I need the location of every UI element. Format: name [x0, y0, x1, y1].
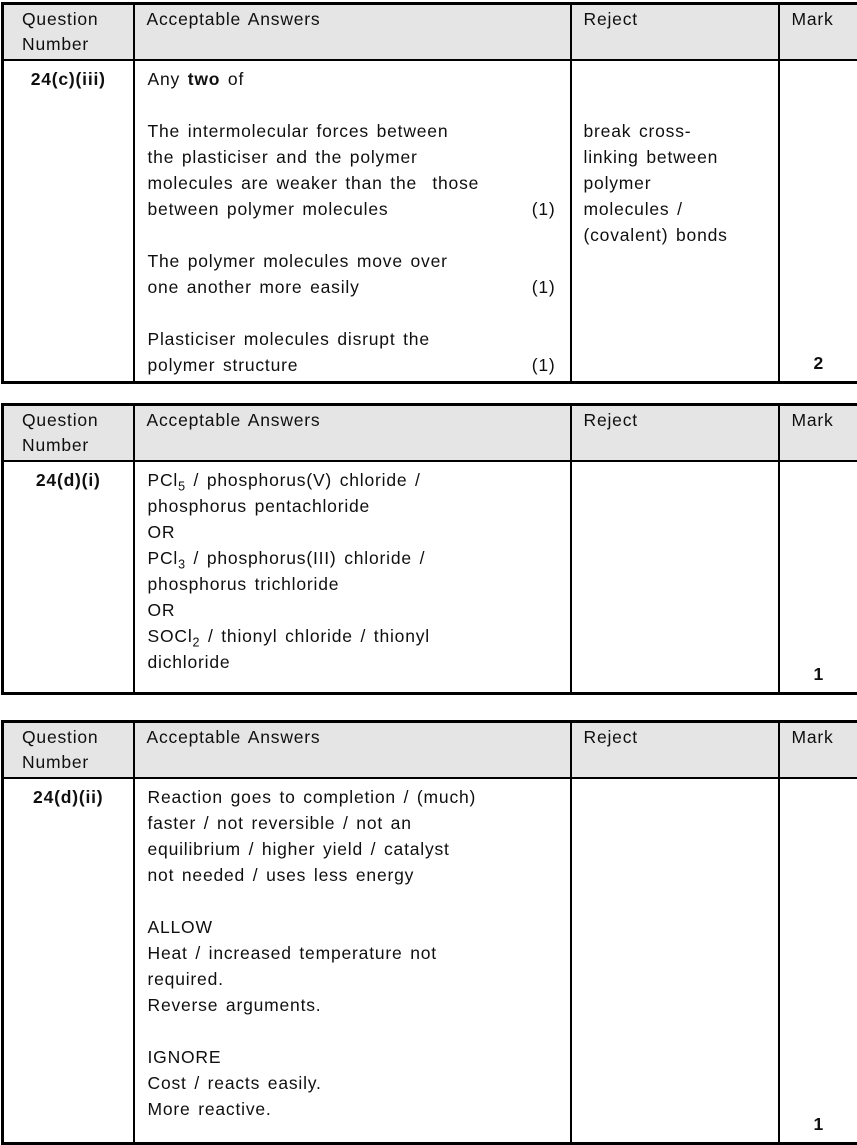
column-header-mark: Mark — [779, 405, 857, 462]
column-header-mark: Mark — [779, 4, 857, 61]
text-segment: More reactive. — [148, 1099, 272, 1119]
text-segment: Reverse arguments. — [148, 995, 322, 1015]
table-row — [3, 778, 857, 1144]
text-segment-group — [148, 493, 371, 519]
reject-cell — [571, 60, 779, 383]
text-segment: PCl — [148, 470, 179, 490]
text-segment: two — [188, 69, 221, 89]
text-segment: Reaction goes to completion / (much) — [148, 787, 477, 807]
text-segment: / phosphorus(V) chloride / — [186, 470, 421, 490]
text-segment: one another more easily — [148, 277, 360, 297]
text-segment-group — [148, 274, 360, 300]
text-line — [148, 571, 556, 597]
acceptable-answers-cell — [134, 461, 571, 693]
table-row — [3, 461, 857, 693]
text-segment-group — [148, 170, 480, 196]
text-segment: dichloride — [148, 652, 231, 672]
text-line — [148, 222, 556, 248]
table-header-row — [3, 4, 857, 61]
text-segment-group — [148, 222, 156, 248]
text-line — [148, 493, 556, 519]
text-segment-group — [148, 571, 340, 597]
text-line — [148, 623, 556, 649]
acceptable-answers-cell — [134, 60, 571, 383]
text-line — [148, 144, 556, 170]
text-segment: between polymer molecules — [148, 199, 389, 219]
column-header-acceptable-answers: Acceptable Answers — [134, 721, 571, 778]
text-segment-group — [148, 623, 430, 649]
text-segment-group — [584, 170, 652, 196]
text-segment: required. — [148, 969, 224, 989]
text-line — [148, 940, 556, 966]
text-line — [148, 784, 556, 810]
text-line — [584, 66, 770, 92]
header-row — [3, 721, 857, 778]
table-header-row — [3, 721, 857, 778]
text-line — [584, 170, 770, 196]
text-line — [148, 810, 556, 836]
column-header-acceptable-answers: Acceptable Answers — [134, 405, 571, 462]
header-row — [3, 405, 857, 462]
text-segment-group — [148, 66, 245, 92]
point-value-label: (1) — [532, 196, 556, 222]
column-header-reject: Reject — [571, 4, 779, 61]
mark-scheme-table-24ciii — [1, 2, 857, 384]
text-segment-group — [148, 1018, 156, 1044]
text-segment-group — [148, 196, 389, 222]
text-segment: faster / not reversible / not an — [148, 813, 412, 833]
column-header-mark: Mark — [779, 721, 857, 778]
text-line — [148, 888, 556, 914]
text-segment: linking between — [584, 147, 719, 167]
text-line — [148, 1044, 556, 1070]
text-line — [584, 222, 770, 248]
text-line — [584, 92, 770, 118]
text-segment: / phosphorus(III) chloride / — [186, 548, 425, 568]
text-segment: The polymer molecules move over — [148, 251, 448, 271]
text-segment-group — [148, 545, 426, 571]
text-line — [148, 274, 556, 300]
text-segment: The intermolecular forces between — [148, 121, 449, 141]
text-segment-group — [148, 326, 430, 352]
point-value-label: (1) — [532, 352, 556, 378]
mark-scheme-table-24di — [1, 403, 857, 695]
text-segment-group — [148, 352, 299, 378]
table-body — [3, 60, 857, 383]
point-value-label: (1) — [532, 274, 556, 300]
text-segment: break cross- — [584, 121, 692, 141]
question-number-cell: 24(c)(iii) — [3, 60, 134, 383]
table-row — [3, 60, 857, 383]
text-segment-group — [148, 966, 224, 992]
text-line — [148, 519, 556, 545]
column-header-reject: Reject — [571, 721, 779, 778]
question-number-cell: 24(d)(ii) — [3, 778, 134, 1144]
text-segment-group — [584, 144, 719, 170]
text-line — [148, 914, 556, 940]
column-header-question-number: Question Number — [3, 405, 134, 462]
table-body — [3, 778, 857, 1144]
text-segment: SOCl — [148, 626, 193, 646]
text-line — [148, 1018, 556, 1044]
text-segment-group — [148, 467, 421, 493]
text-line — [148, 300, 556, 326]
column-header-reject: Reject — [571, 405, 779, 462]
text-segment-group — [148, 992, 322, 1018]
text-line — [148, 862, 556, 888]
text-segment-group — [148, 914, 213, 940]
text-line — [148, 92, 556, 118]
text-line — [148, 597, 556, 623]
reject-cell — [571, 461, 779, 693]
text-line — [148, 649, 556, 675]
text-line — [148, 966, 556, 992]
subscript: 2 — [193, 636, 201, 650]
column-header-question-number: Question Number — [3, 721, 134, 778]
text-segment-group — [148, 649, 231, 675]
text-segment-group — [148, 597, 176, 623]
text-segment: OR — [148, 522, 176, 542]
text-segment-group — [584, 196, 683, 222]
text-line — [584, 196, 770, 222]
text-line — [148, 170, 556, 196]
text-line — [584, 144, 770, 170]
text-segment: PCl — [148, 548, 179, 568]
text-segment-group — [148, 784, 477, 810]
text-segment: molecules are weaker than the those — [148, 173, 480, 193]
text-segment: Plasticiser molecules disrupt the — [148, 329, 430, 349]
text-line — [148, 1096, 556, 1122]
text-segment-group — [148, 1044, 222, 1070]
text-segment-group — [148, 300, 156, 326]
text-line — [148, 836, 556, 862]
text-segment: IGNORE — [148, 1047, 222, 1067]
reject-cell — [571, 778, 779, 1144]
text-segment-group — [148, 888, 156, 914]
text-line — [148, 992, 556, 1018]
text-segment: not needed / uses less energy — [148, 865, 415, 885]
column-header-question-number: Question Number — [3, 4, 134, 61]
text-segment-group — [148, 144, 418, 170]
text-segment-group — [148, 940, 437, 966]
text-segment: (covalent) bonds — [584, 225, 728, 245]
text-segment-group — [148, 118, 449, 144]
text-segment: of — [220, 69, 244, 89]
text-line — [584, 118, 770, 144]
table-body — [3, 461, 857, 693]
text-line — [148, 118, 556, 144]
text-segment-group — [148, 810, 412, 836]
text-segment-group — [148, 519, 176, 545]
text-segment: molecules / — [584, 199, 683, 219]
text-segment: ALLOW — [148, 917, 213, 937]
text-segment-group — [584, 92, 592, 118]
text-segment: equilibrium / higher yield / catalyst — [148, 839, 450, 859]
column-header-acceptable-answers: Acceptable Answers — [134, 4, 571, 61]
text-segment: polymer structure — [148, 355, 299, 375]
subscript: 3 — [178, 558, 186, 572]
acceptable-answers-cell — [134, 778, 571, 1144]
text-segment: polymer — [584, 173, 652, 193]
mark-scheme-table-24dii — [1, 720, 857, 1145]
text-line — [148, 352, 556, 378]
text-line — [148, 545, 556, 571]
text-line — [148, 196, 556, 222]
table-header-row — [3, 405, 857, 462]
text-segment: phosphorus pentachloride — [148, 496, 371, 516]
text-segment-group — [148, 92, 156, 118]
text-segment-group — [584, 222, 728, 248]
mark-cell: 2 — [779, 60, 857, 383]
text-segment: Heat / increased temperature not — [148, 943, 437, 963]
text-segment-group — [148, 248, 448, 274]
text-segment-group — [148, 836, 450, 862]
text-segment-group — [148, 862, 415, 888]
text-segment: / thionyl chloride / thionyl — [200, 626, 430, 646]
text-line — [148, 66, 556, 92]
text-segment-group — [584, 66, 592, 92]
text-segment: phosphorus trichloride — [148, 574, 340, 594]
text-line — [148, 467, 556, 493]
text-segment: Cost / reacts easily. — [148, 1073, 322, 1093]
mark-cell: 1 — [779, 778, 857, 1144]
text-segment: the plasticiser and the polymer — [148, 147, 418, 167]
question-number-cell: 24(d)(i) — [3, 461, 134, 693]
subscript: 5 — [178, 480, 186, 494]
mark-cell: 1 — [779, 461, 857, 693]
text-line — [148, 248, 556, 274]
header-row — [3, 4, 857, 61]
text-segment: OR — [148, 600, 176, 620]
text-segment: Any — [148, 69, 188, 89]
text-segment-group — [584, 118, 692, 144]
text-segment-group — [148, 1096, 272, 1122]
text-line — [148, 1070, 556, 1096]
text-segment-group — [148, 1070, 322, 1096]
text-line — [148, 326, 556, 352]
